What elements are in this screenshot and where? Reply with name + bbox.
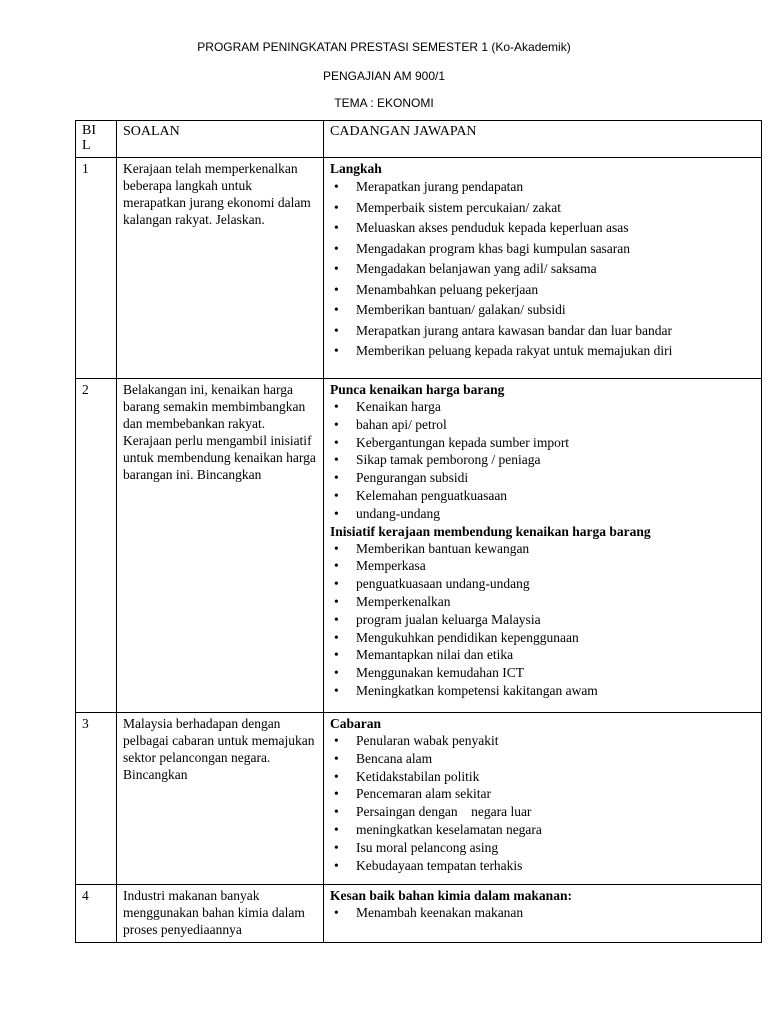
answer-heading: Inisiatif kerajaan membendung kenaikan harga barang xyxy=(330,523,651,539)
table-row xyxy=(76,885,762,943)
list-item: • Meningkatkan kompetensi kakitangan awam xyxy=(348,682,755,700)
table-row xyxy=(76,158,762,379)
question-text: Kerajaan telah memperkenalkan beberapa langkah untuk merapatkan jurang ekonomi dalam kalangan rakyat. Jelaskan. xyxy=(117,158,324,379)
list-item: • Memperkenalkan xyxy=(348,593,755,611)
qa-table xyxy=(75,120,762,943)
question-text: Industri makanan banyak menggunakan bahan kimia dalam proses penyediaannya xyxy=(117,885,324,943)
list-item: • penguatkuasaan undang-undang xyxy=(348,575,755,593)
answer-heading: Kesan baik bahan kimia dalam makanan: xyxy=(330,888,572,903)
answer-heading: Cabaran xyxy=(330,716,382,731)
list-item: • Ketidakstabilan politik xyxy=(348,768,755,786)
list-item: • Meluaskan akses penduduk kepada keperluan asas xyxy=(348,218,755,239)
document-title: PROGRAM PENINGKATAN PRESTASI SEMESTER 1 (Ko-Akademik) xyxy=(197,40,571,54)
list-item: • Mengukuhkan pendidikan kepenggunaan xyxy=(348,629,755,647)
list-item: • Isu moral pelancong asing xyxy=(348,839,755,857)
row-number: 4 xyxy=(76,885,117,943)
list-item: • Kelemahan penguatkuasaan xyxy=(348,487,755,505)
list-item: • Memberikan bantuan/ galakan/ subsidi xyxy=(348,300,755,321)
answer-list xyxy=(330,398,755,523)
answer-list xyxy=(330,540,755,700)
header-soalan: SOALAN xyxy=(117,121,324,158)
question-text: Belakangan ini, kenaikan harga barang semakin membimbangkan dan membebankan rakyat. Kerajaan perlu mengambil inisiatif untuk membendung kenaikan harga barangan ini. Bincangkan xyxy=(117,379,324,713)
list-item: • Memantapkan nilai dan etika xyxy=(348,646,755,664)
list-item: • bahan api/ petrol xyxy=(348,416,755,434)
list-item: • Pengurangan subsidi xyxy=(348,469,755,487)
list-item: • Menambahkan peluang pekerjaan xyxy=(348,280,755,301)
row-number: 3 xyxy=(76,713,117,885)
list-item: • program jualan keluarga Malaysia xyxy=(348,611,755,629)
answer-heading: Langkah xyxy=(330,161,382,176)
subject-title: PENGAJIAN AM 900/1 xyxy=(322,69,446,83)
answer-list xyxy=(330,904,755,922)
list-item: • Memperbaik sistem percukaian/ zakat xyxy=(348,198,755,219)
list-item: • Kenaikan harga xyxy=(348,398,755,416)
list-item: • Kebudayaan tempatan terhakis xyxy=(348,857,755,875)
list-item: • undang-undang xyxy=(348,505,755,523)
list-item: • Sikap tamak pemborong / peniaga xyxy=(348,451,755,469)
answer-cell xyxy=(324,713,762,885)
table-row xyxy=(76,379,762,713)
table-header-row xyxy=(76,121,762,158)
list-item: • Pencemaran alam sekitar xyxy=(348,785,755,803)
header-bil: BIL xyxy=(76,121,117,158)
list-item: • Memperkasa xyxy=(348,557,755,575)
list-item: • Memberikan peluang kepada rakyat untuk memajukan diri xyxy=(348,341,755,362)
row-number: 2 xyxy=(76,379,117,713)
answer-cell xyxy=(324,158,762,379)
list-item: • Kebergantungan kepada sumber import xyxy=(348,434,755,452)
theme-title: TEMA : EKONOMI xyxy=(334,96,434,110)
answer-list xyxy=(330,177,755,362)
list-item: • Mengadakan program khas bagi kumpulan sasaran xyxy=(348,239,755,260)
header-jawapan: CADANGAN JAWAPAN xyxy=(324,121,762,158)
list-item: • Menggunakan kemudahan ICT xyxy=(348,664,755,682)
list-item: • Memberikan bantuan kewangan xyxy=(348,540,755,558)
list-item: • Merapatkan jurang pendapatan xyxy=(348,177,755,198)
list-item: • Penularan wabak penyakit xyxy=(348,732,755,750)
question-text: Malaysia berhadapan dengan pelbagai cabaran untuk memajukan sektor pelancongan negara. Bincangkan xyxy=(117,713,324,885)
answer-cell xyxy=(324,379,762,713)
answer-list xyxy=(330,732,755,874)
list-item: • Bencana alam xyxy=(348,750,755,768)
list-item: • Mengadakan belanjawan yang adil/ saksama xyxy=(348,259,755,280)
list-item: • Menambah keenakan makanan xyxy=(348,904,755,922)
row-number: 1 xyxy=(76,158,117,379)
list-item: • Persaingan dengan negara luar xyxy=(348,803,755,821)
list-item: • meningkatkan keselamatan negara xyxy=(348,821,755,839)
table-row xyxy=(76,713,762,885)
answer-heading: Punca kenaikan harga barang xyxy=(330,382,505,397)
list-item: • Merapatkan jurang antara kawasan bandar dan luar bandar xyxy=(348,321,755,342)
answer-cell xyxy=(324,885,762,943)
